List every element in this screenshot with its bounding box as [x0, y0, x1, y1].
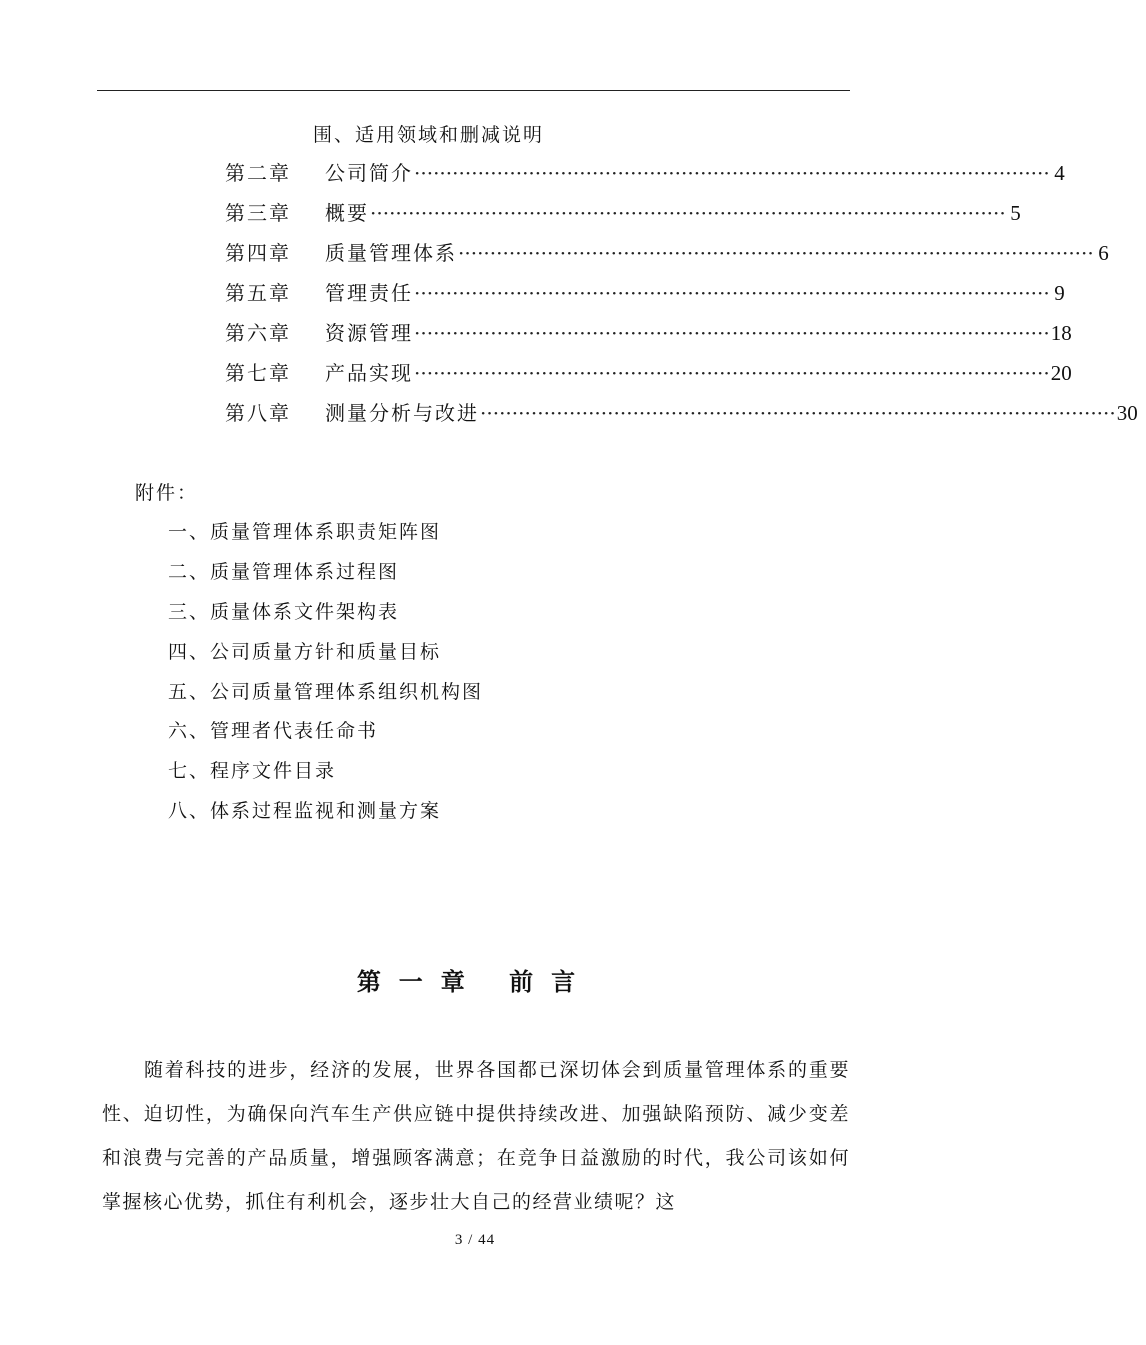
attachment-item: 五、公司质量管理体系组织机构图: [168, 681, 484, 703]
attachment-item: 二、质量管理体系过程图: [168, 561, 400, 583]
toc-chapter-title: 管理责任: [325, 281, 413, 305]
toc-row[interactable]: [225, 237, 1109, 267]
attachment-item: 七、程序文件目录: [168, 760, 337, 782]
toc-row[interactable]: [225, 277, 1065, 307]
toc-chapter-number: 第八章: [225, 401, 291, 425]
toc-chapter-number: 第五章: [225, 281, 291, 305]
toc-chapter-number: 第六章: [225, 321, 291, 345]
attachment-item: 三、质量体系文件架构表: [168, 601, 400, 623]
chapter-heading: 第一章 前言: [356, 967, 594, 996]
toc-row[interactable]: [225, 157, 1065, 187]
toc-leader-dots: ····································································································: [414, 321, 1050, 345]
toc-leader-dots: ····································································································: [414, 161, 1050, 185]
toc-row[interactable]: [225, 397, 1138, 427]
page-number: 3 / 44: [454, 1232, 496, 1248]
toc-chapter-title: 概要: [325, 201, 369, 225]
toc-chapter-title: 测量分析与改进: [325, 401, 479, 425]
toc-chapter-number: 第二章: [225, 161, 291, 185]
header-rule: [97, 90, 850, 91]
toc-leader-dots: ····································································································: [414, 361, 1050, 385]
toc-row[interactable]: [225, 357, 1072, 387]
toc-page-number: 4: [1054, 161, 1065, 185]
attachment-item: 一、质量管理体系职责矩阵图: [168, 521, 442, 543]
attachment-item: 四、公司质量方针和质量目标: [168, 641, 442, 663]
attachments-label: 附件：: [135, 482, 199, 504]
toc-page-number: 6: [1098, 241, 1109, 265]
toc-chapter-title: 产品实现: [325, 361, 413, 385]
toc-page-number: 18: [1050, 321, 1072, 345]
toc-chapter-number: 第七章: [225, 361, 291, 385]
toc-page-number: 20: [1050, 361, 1072, 385]
toc-chapter-number: 第四章: [225, 241, 291, 265]
attachment-item: 六、管理者代表任命书: [168, 720, 379, 742]
toc-leader-dots: ····································································································: [480, 401, 1116, 425]
toc-chapter-title: 公司简介: [325, 161, 413, 185]
toc-leader-dots: ····································································································: [458, 241, 1094, 265]
toc-continuation-line: 围、适用领域和删减说明: [313, 124, 545, 146]
toc-page-number: 5: [1010, 201, 1021, 225]
toc-chapter-number: 第三章: [225, 201, 291, 225]
toc-page-number: 30: [1116, 401, 1138, 425]
toc-row[interactable]: [225, 197, 1021, 227]
toc-page-number: 9: [1054, 281, 1065, 305]
body-paragraph: 随着科技的进步，经济的发展，世界各国都已深切体会到质量管理体系的重要性、迫切性，为确保向汽车生产供应链中提供持续改进、加强缺陷预防、减少变差和浪费与完善的产品质量，增强顾客满意；在竞争日益激励的时代，我公司该如何掌握核心优势，抓住有利机会，逐步壮大自己的经营业绩呢？这: [102, 1059, 850, 1213]
toc-leader-dots: ····································································································: [370, 201, 1006, 225]
toc-chapter-title: 资源管理: [325, 321, 413, 345]
toc-leader-dots: ····································································································: [414, 281, 1050, 305]
toc-chapter-title: 质量管理体系: [325, 241, 457, 265]
attachment-item: 八、体系过程监视和测量方案: [168, 800, 442, 822]
toc-row[interactable]: [225, 317, 1072, 347]
